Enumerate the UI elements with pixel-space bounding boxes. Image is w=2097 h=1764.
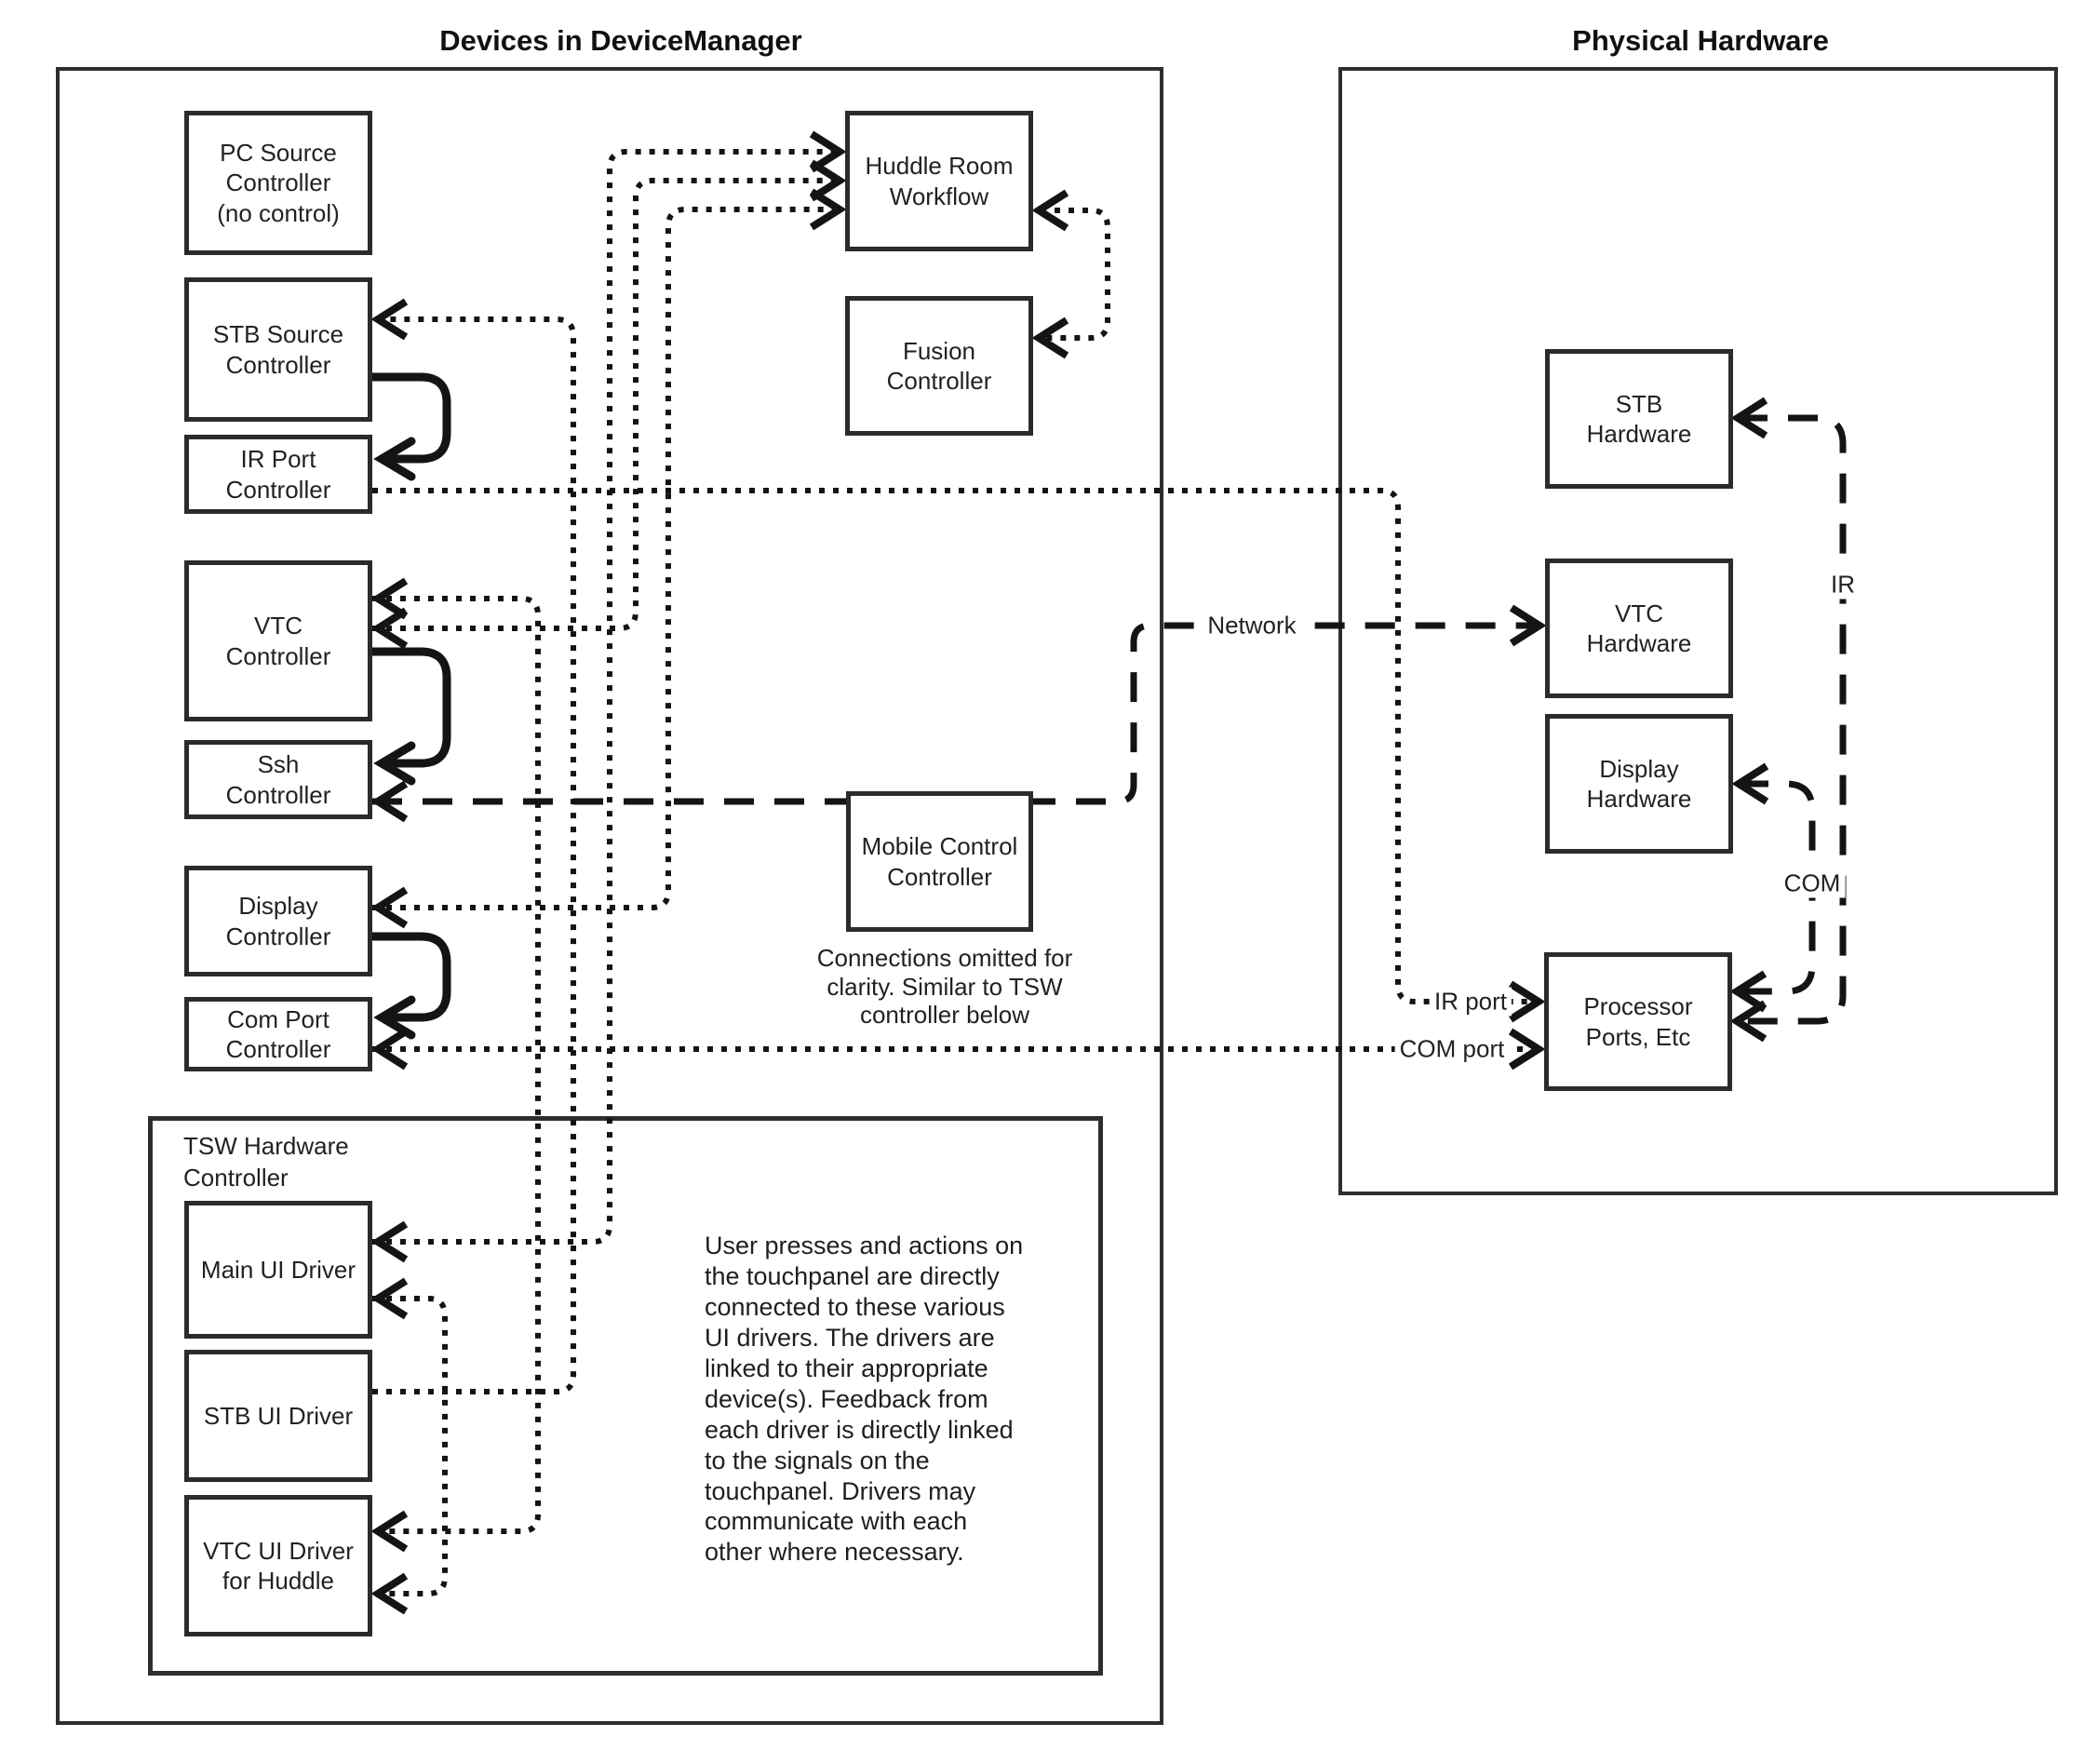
node-label: for Huddle: [222, 1567, 334, 1595]
node-label: Huddle Room: [865, 152, 1014, 180]
paragraph-line: device(s). Feedback from: [705, 1384, 988, 1413]
left-panel-title: Devices in DeviceManager: [439, 24, 802, 57]
node-label: STB: [1615, 389, 1663, 418]
node-label: Hardware: [1586, 420, 1692, 448]
paragraph-line: connected to these various: [705, 1292, 1005, 1321]
note-line: Connections omitted for: [816, 944, 1073, 972]
edge-ir-port-processor: [372, 491, 1539, 1019]
node-vtc-hardware: [1545, 559, 1733, 698]
node-label: Display: [1599, 754, 1679, 783]
node-label: PC Source: [220, 138, 337, 167]
node-processor-ports-etc: [1544, 952, 1732, 1091]
node-label: Ssh: [257, 750, 300, 778]
ir-edge-label: IR: [1826, 571, 1860, 599]
node-display-hardware: [1545, 714, 1733, 854]
node-label: Ports, Etc: [1585, 1022, 1691, 1051]
node-label: Mobile Control: [861, 832, 1018, 860]
paragraph-line: the touchpanel are directly: [705, 1261, 1000, 1290]
node-label: Controller: [225, 350, 331, 379]
node-pc-source-controller: [184, 111, 372, 255]
note-line: clarity. Similar to TSW: [827, 972, 1063, 1001]
edge-stb-source-ir-port: [372, 377, 447, 477]
tsw-container-label: [183, 1131, 349, 1194]
node-mobile-control-controller: [846, 791, 1033, 932]
tsw-label-line: Controller: [183, 1163, 289, 1192]
node-fusion-controller: [845, 296, 1033, 436]
paragraph-line: linked to their appropriate: [705, 1353, 988, 1382]
node-label: Display: [238, 892, 318, 920]
node-stb-ui-driver: [184, 1350, 372, 1482]
node-stb-source-controller: [184, 277, 372, 422]
ir-port-edge-label: IR port: [1430, 988, 1512, 1017]
node-label: Processor: [1583, 992, 1693, 1020]
paragraph-line: touchpanel. Drivers may: [705, 1476, 976, 1505]
arrowhead: [812, 192, 840, 227]
node-label: Controller: [225, 780, 331, 809]
node-label: VTC: [254, 612, 302, 640]
paragraph-line: to the signals on the: [705, 1446, 930, 1474]
node-ir-port-controller: [184, 435, 372, 514]
node-vtc-controller: [184, 560, 372, 721]
paragraph-line: communicate with each: [705, 1507, 968, 1536]
arrowhead: [1511, 1031, 1539, 1067]
tsw-label-line: TSW Hardware: [183, 1132, 349, 1160]
node-label: Controller: [886, 367, 992, 395]
node-ssh-controller: [184, 740, 372, 819]
tsw-description-paragraph: [705, 1231, 1096, 1568]
note-line: controller below: [859, 1001, 1030, 1030]
node-label: Main UI Driver: [200, 1255, 356, 1284]
node-label: Fusion: [902, 336, 976, 365]
edge-display-huddle: [372, 192, 840, 925]
edge-com-port-processor: [372, 1031, 1539, 1067]
paragraph-line: other where necessary.: [705, 1538, 964, 1567]
node-label: Controller: [887, 862, 992, 891]
node-huddle-room-workflow: [845, 111, 1033, 251]
node-com-port-controller: [184, 997, 372, 1071]
paragraph-line: UI drivers. The drivers are: [705, 1323, 995, 1352]
edge-ir: [1737, 400, 1843, 1039]
arrowhead: [1039, 193, 1067, 228]
node-label: VTC UI Driver: [203, 1536, 354, 1565]
node-label: Hardware: [1586, 785, 1692, 813]
node-label: VTC: [1615, 599, 1663, 627]
node-label: Hardware: [1586, 629, 1692, 657]
node-label: Controller: [225, 1035, 331, 1063]
edge-huddle-fusion: [1039, 193, 1108, 356]
node-label: Controller: [225, 475, 331, 504]
com-port-edge-label: COM port: [1395, 1035, 1510, 1064]
mobile-controller-note: [805, 944, 1084, 1030]
node-label: Com Port: [227, 1004, 329, 1033]
edge-main-ui-vtc-ui: [372, 1281, 445, 1611]
node-label: (no control): [217, 198, 340, 227]
edge-main-ui-huddle: [372, 134, 840, 1259]
edge-network: [372, 608, 1539, 819]
com-edge-label: COM: [1780, 869, 1846, 898]
node-label: STB Source: [212, 320, 344, 348]
node-stb-hardware: [1545, 349, 1733, 489]
node-label: IR Port: [240, 445, 316, 473]
edge-display-com-port: [372, 936, 447, 1035]
paragraph-line: each driver is directly linked: [705, 1415, 1014, 1444]
edge-vtc-ssh: [372, 652, 447, 781]
node-display-controller: [184, 866, 372, 976]
paragraph-line: User presses and actions on: [705, 1232, 1024, 1259]
network-edge-label: Network: [1203, 612, 1300, 640]
node-main-ui-driver: [184, 1201, 372, 1339]
right-panel-title: Physical Hardware: [1572, 24, 1829, 57]
node-label: Controller: [225, 168, 331, 197]
node-label: STB UI Driver: [203, 1401, 354, 1430]
node-label: Controller: [225, 641, 331, 670]
node-vtc-ui-driver-for-huddle: [184, 1495, 372, 1636]
node-label: Controller: [225, 922, 331, 950]
node-label: Workflow: [889, 182, 989, 210]
edge-vtc-huddle: [372, 163, 840, 646]
